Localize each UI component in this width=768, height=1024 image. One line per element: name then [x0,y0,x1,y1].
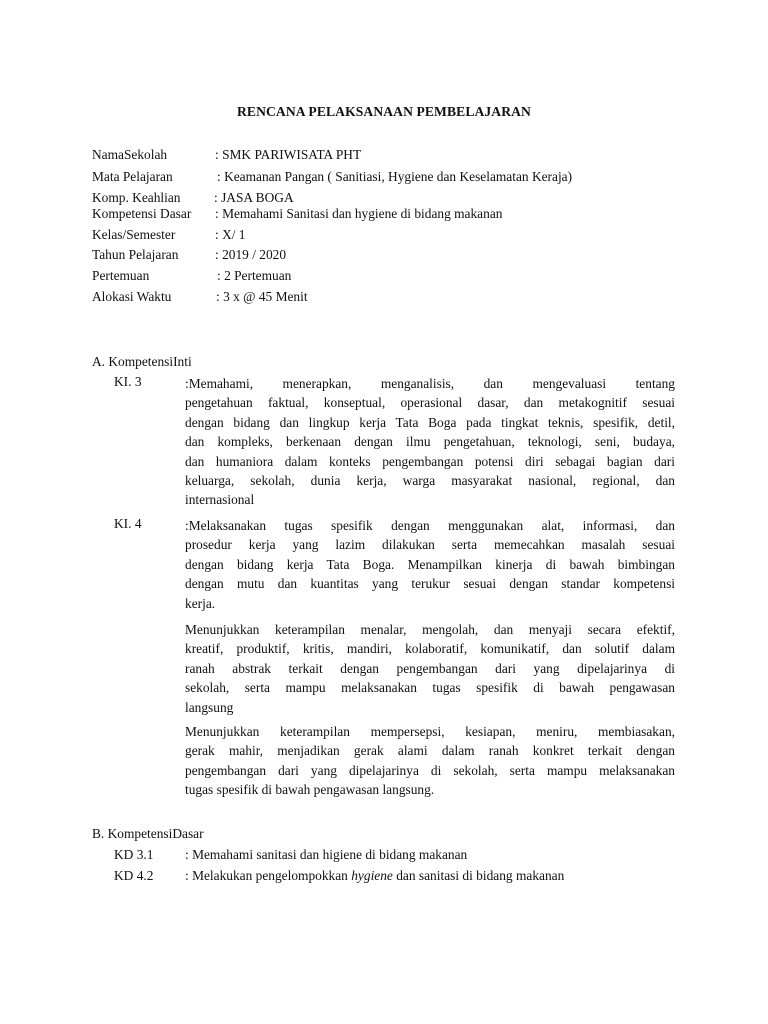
section-a-heading: A. KompetensiInti [92,354,192,369]
meta-row-class-semester [92,227,246,243]
meta-row-basic-competency [92,206,503,222]
text-line: gerak mahir, menjadikan gerak alami dalam ranah konkret terkait dengan [185,743,675,759]
document-title: RENCANA PELAKSANAAN PEMBELAJARAN [237,104,531,119]
meta-label: Alokasi Waktu [92,289,172,304]
kd-text: : Memahami sanitasi dan higiene di bidang makanan [185,847,468,862]
meta-label: Kelas/Semester [92,227,176,242]
meta-value: : Memahami Sanitasi dan hygiene di bidang makanan [215,206,503,221]
meta-value: : Keamanan Pangan ( Sanitiasi, Hygiene dan Keselamatan Keraja) [217,169,573,184]
text-line: kreatif, produktif, kritis, mandiri, kolaboratif, komunikatif, dan solutif dalam [185,641,675,657]
text-line: internasional [185,492,255,508]
meta-value: : SMK PARIWISATA PHT [215,147,362,162]
text-line: ranah abstrak terkait dengan pengembangan dari yang dipelajarinya di [185,660,675,676]
meta-row-expertise [92,190,294,206]
text-line: :Memahami, menerapkan, menganalisis, dan mengevaluasi tentang [185,376,675,391]
kd-3-1-row [114,847,468,863]
text-line: pengetahuan faktual, konseptual, operasional dasar, dan metakognitif sesuai [185,395,675,411]
meta-label: Kompetensi Dasar [92,206,192,221]
meta-value: : 2019 / 2020 [215,247,287,262]
text-line: :Melaksanakan tugas spesifik dengan menggunakan alat, informasi, dan [185,518,675,533]
text-line: pengembangan dari yang dipelajarinya di sekolah, serta mampu melaksanakan [185,762,675,778]
kd-4-2-row [114,868,565,884]
kd-code: KD 4.2 [114,868,154,883]
kd-text-part: dan sanitasi di bidang makanan [392,868,565,883]
ki4-code: KI. 4 [114,516,142,531]
ki4-paragraph-3 [185,722,675,800]
kd-text-part: : Melakukan pengelompokkan [185,868,352,883]
meta-label: Komp. Keahlian [92,190,181,205]
ki3-paragraph [185,374,675,510]
section-b-heading: B. KompetensiDasar [92,826,204,841]
ki4-paragraph-2 [185,620,675,717]
meta-value: : 2 Pertemuan [217,268,292,283]
text-line: Menunjukkan keterampilan mempersepsi, kesiapan, meniru, membiasakan, [185,724,675,739]
text-line: tugas spesifik di bawah pengawasan langsung. [185,782,435,798]
meta-row-time-allocation [92,289,308,305]
text-line: Menunjukkan keterampilan menalar, mengolah, dan menyaji secara efektif, [185,622,675,637]
ki3-code: KI. 3 [114,374,142,389]
text-line: dengan mutu dan kuantitas yang terukur sesuai dengan standar kompetensi [185,576,675,592]
text-line: keluarga, sekolah, dunia kerja, warga masyarakat nasional, regional, dan [185,472,675,488]
meta-value: : X/ 1 [215,227,246,242]
ki4-paragraph-1 [185,516,675,613]
text-line: kerja. [185,595,216,611]
meta-row-academic-year [92,247,287,263]
text-line: dengan bidang dan lingkup kerja Tata Boga pada tingkat teknis, spesifik, detil, [185,414,675,430]
kd-text [185,868,564,884]
text-line: prosedur kerja yang lazim dilakukan serta memecahkan masalah sesuai [185,537,675,553]
meta-value: : JASA BOGA [214,190,294,205]
kd-text-italic: hygiene [351,868,393,883]
text-line: dengan bidang kerja Tata Boga. Menampilkan kinerja di bawah bimbingan [185,556,675,572]
text-line: langsung [185,699,234,715]
meta-label: Pertemuan [92,268,150,283]
text-line: dan humaniora dalam konteks pengembangan potensi diri sebagai bagian dari [185,453,675,469]
kd-code: KD 3.1 [114,847,154,862]
meta-value: : 3 x @ 45 Menit [216,289,308,304]
meta-row-school [92,147,362,163]
text-line: sekolah, serta mampu melaksanakan tugas spesifik di bawah pengawasan [185,680,675,696]
meta-label: Tahun Pelajaran [92,247,179,262]
meta-label: Mata Pelajaran [92,169,173,184]
meta-row-meetings [92,268,292,284]
text-line: dan kompleks, berkenaan dengan ilmu pengetahuan, teknologi, seni, budaya, [185,434,675,450]
meta-row-subject [92,169,573,185]
meta-label: NamaSekolah [92,147,168,162]
